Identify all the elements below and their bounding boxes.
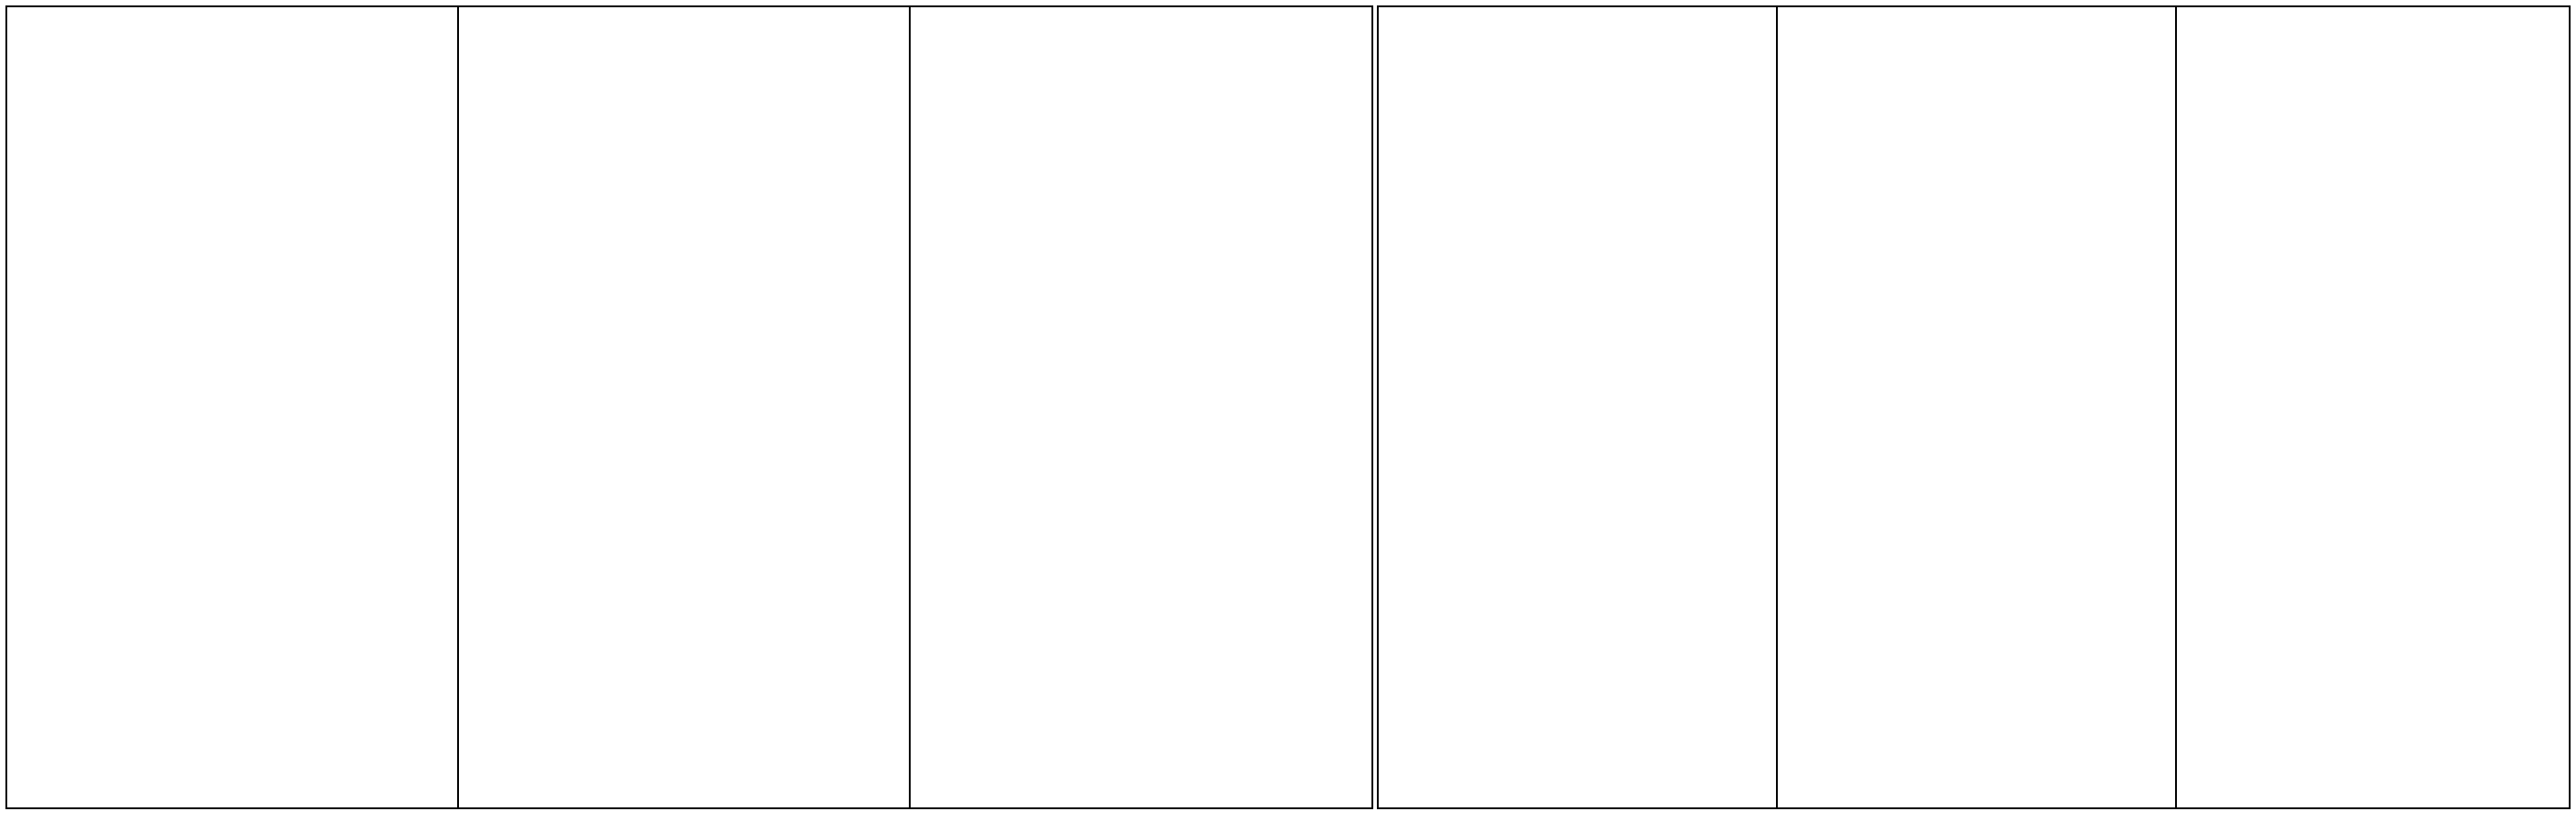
right-sheet (1377, 5, 2571, 809)
divider (909, 5, 911, 809)
divider (2175, 5, 2177, 809)
divider (1776, 5, 1778, 809)
divider (457, 5, 459, 809)
left-sheet (5, 5, 1373, 809)
